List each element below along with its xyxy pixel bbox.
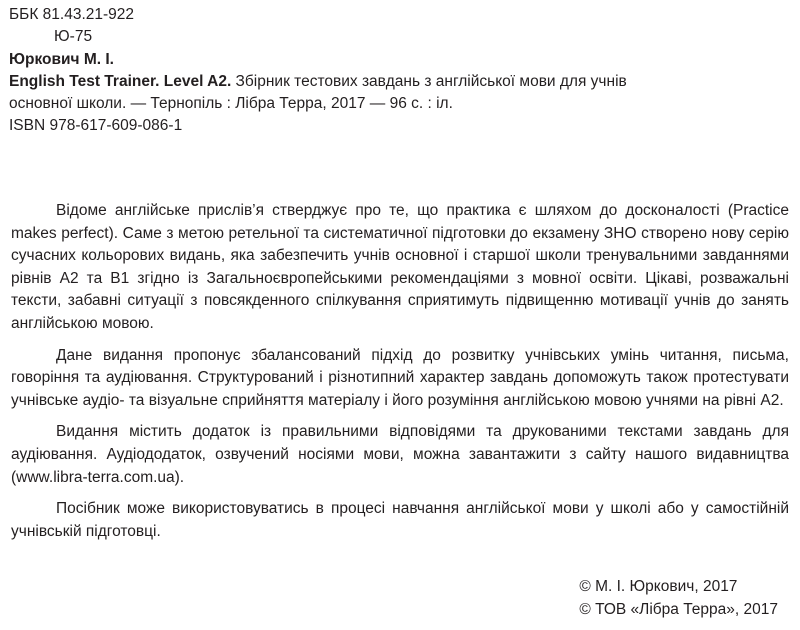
publication-details: основної школи. — Тернопіль : Лібра Терра, 2017 — 96 с. : іл. bbox=[9, 95, 453, 113]
copyright-block bbox=[579, 576, 778, 621]
title-line bbox=[9, 71, 789, 93]
annotation-paragraph: Відоме англійське прислів’я стверджує про те, що практика є шляхом до досконалості (Practice makes perfect). Саме з метою ретельної та систематичної підготовки до екзамену ЗНО створено нову серію сучасних кольорових видань, яка забезпечить учнів основної і старшої школи тренувальними завданнями рівнів А2 та В1 згідно із Загальноєвропейськими рекомендаціями з мовної освіти. Цікаві, розважальні тексти, забавні ситуації з повсякденного спілкування сприятимуть підвищенню мотивації учнів до занять англійською мовою. bbox=[11, 202, 789, 332]
bibliographic-record bbox=[9, 4, 789, 138]
annotation-paragraph: Дане видання пропонує збалансований підхід до розвитку учнівських умінь читання, письма, говоріння та аудіювання. Структурований і різнотипний характер завдань допоможуть також протестувати учнівське аудіо- та візуальне сприйняття матеріалу і його розуміння англійською мовою учнями на рівні А2. bbox=[11, 346, 789, 409]
annotation-paragraph: Посібник може використовуватись в процесі навчання англійської мови у школі або у самостійній учнівській підготовці. bbox=[11, 500, 789, 540]
bbk-code: ББК 81.43.21-922 bbox=[9, 6, 135, 23]
author-mark: Ю-75 bbox=[54, 28, 93, 46]
annotation bbox=[11, 200, 789, 552]
isbn: ISBN 978-617-609-086-1 bbox=[9, 117, 183, 135]
copyright-author: © М. І. Юркович, 2017 bbox=[579, 578, 738, 595]
copyright-publisher: © ТОВ «Лібра Терра», 2017 bbox=[579, 600, 778, 618]
author-name: Юркович М. І. bbox=[9, 50, 114, 68]
annotation-paragraph: Видання містить додаток із правильними відповідями та друкованими текстами завдань для аудіювання. Аудіододаток, озвучений носіями мови, можна завантажити з сайту нашого видавництва (www.libra-terra.com.ua). bbox=[11, 423, 789, 486]
book-title: English Test Trainer. Level A2. bbox=[9, 72, 232, 90]
book-subtitle: Збірник тестових завдань з англійської мови для учнів bbox=[231, 72, 627, 90]
